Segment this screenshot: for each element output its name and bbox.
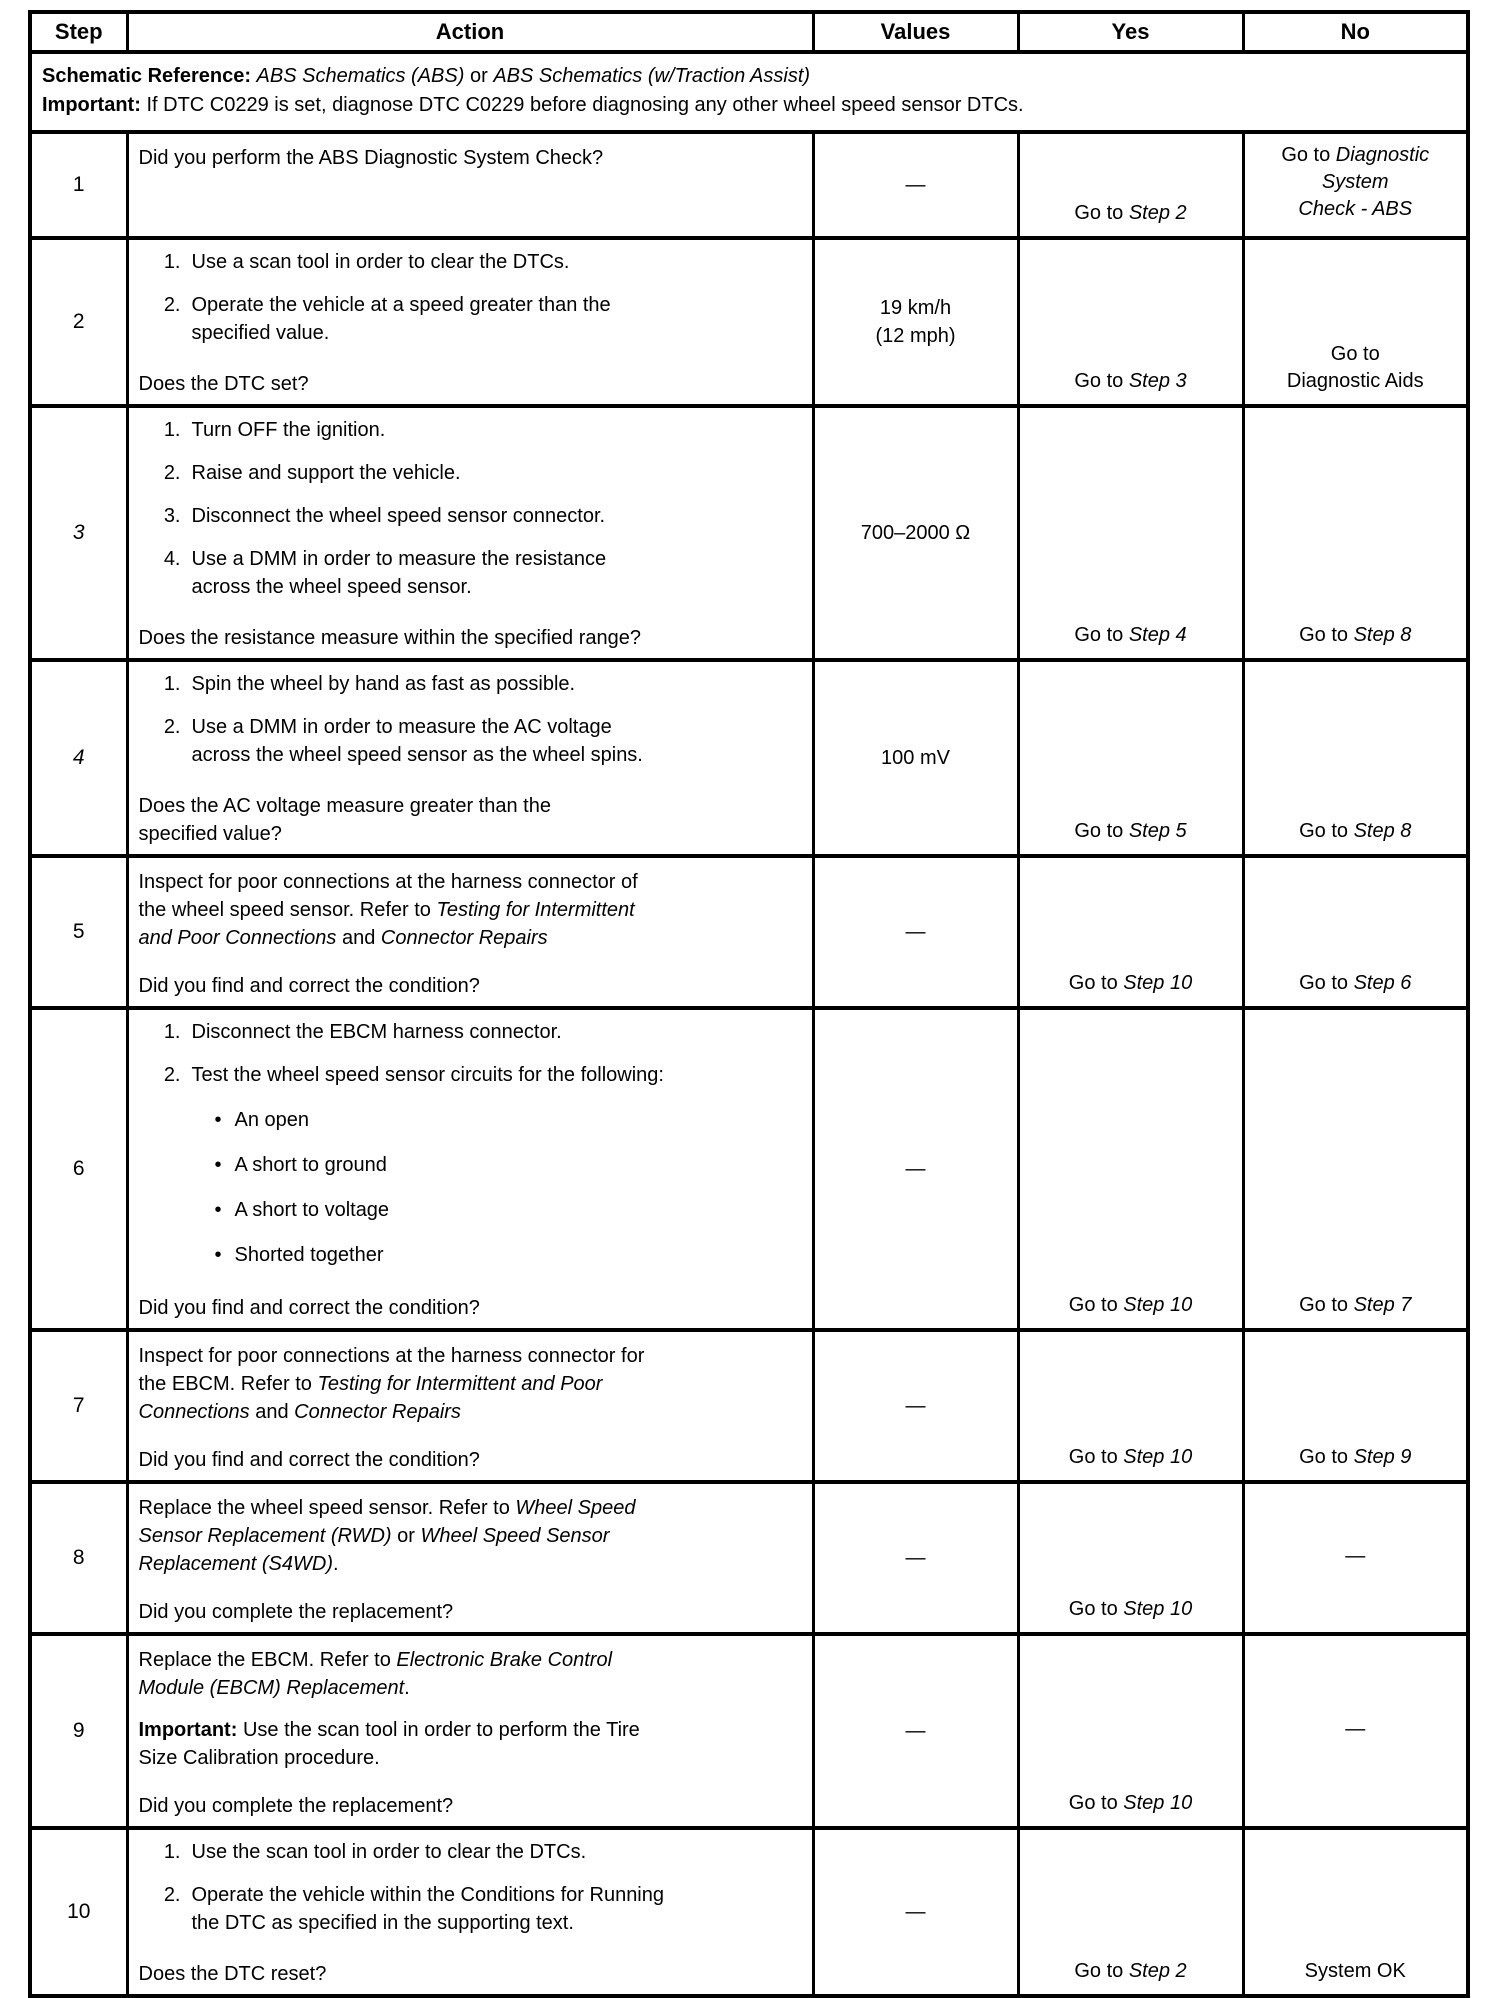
values-cell <box>813 238 1018 406</box>
yes-cell <box>1018 406 1243 660</box>
no-text: Go to Step 9 <box>1299 1446 1412 1468</box>
action-question: Does the DTC set? <box>138 373 309 395</box>
col-header-step: Step <box>30 12 127 52</box>
step-number-cell: 10 <box>30 1828 127 1996</box>
step-number-cell: 8 <box>30 1482 127 1634</box>
no-cell <box>1243 238 1468 406</box>
col-header-yes: Yes <box>1018 12 1243 52</box>
important-text: If DTC C0229 is set, diagnose DTC C0229 before diagnosing any other wheel speed sensor DTCs. <box>146 94 1024 116</box>
item-text: Disconnect the EBCM harness connector. <box>191 1021 562 1043</box>
values-cell <box>813 1008 1018 1330</box>
step-number-cell: 2 <box>30 238 127 406</box>
action-cell <box>127 1482 813 1634</box>
values-cell <box>813 856 1018 1008</box>
item-text: Test the wheel speed sensor circuits for the following: <box>191 1064 664 1086</box>
values-cell <box>813 1482 1018 1634</box>
item-number: 1. <box>163 673 181 695</box>
action-paragraph: Did you perform the ABS Diagnostic System Check? <box>138 147 604 169</box>
numbered-item <box>151 291 804 347</box>
numbered-item <box>151 545 804 601</box>
step-row-1 <box>30 132 1468 238</box>
item-text: Raise and support the vehicle. <box>191 462 461 484</box>
item-text: Use a scan tool in order to clear the DTCs. <box>191 251 570 273</box>
no-cell <box>1243 1330 1468 1482</box>
schematic-conjunction: or <box>469 65 488 87</box>
step-row-6 <box>30 1008 1468 1330</box>
yes-text: Go to Step 10 <box>1068 1294 1193 1316</box>
value-line: — <box>905 1547 926 1569</box>
item-text: Disconnect the wheel speed sensor connector. <box>191 505 606 527</box>
col-header-values: Values <box>813 12 1018 52</box>
numbered-item <box>151 670 804 698</box>
action-question: Does the resistance measure within the specified range? <box>138 627 641 649</box>
header-row <box>30 12 1468 52</box>
action-cell <box>127 1008 813 1330</box>
numbered-item <box>151 416 804 444</box>
numbered-item <box>151 1018 804 1046</box>
values-cell <box>813 132 1018 238</box>
item-text: Spin the wheel by hand as fast as possible. <box>191 673 576 695</box>
no-text: Go to Step 8 <box>1299 820 1412 842</box>
action-cell <box>127 856 813 1008</box>
value-line: — <box>905 1395 926 1417</box>
no-cell <box>1243 856 1468 1008</box>
numbered-item <box>151 248 804 276</box>
action-cell <box>127 132 813 238</box>
no-text: Go to Step 7 <box>1299 1294 1412 1316</box>
bullet-list <box>215 1106 804 1286</box>
schematic-note-cell <box>30 52 1468 132</box>
value-line: — <box>905 921 926 943</box>
step-row-10 <box>30 1828 1468 1996</box>
step-row-8 <box>30 1482 1468 1634</box>
value-line: (12 mph) <box>875 325 956 347</box>
numbered-list <box>151 248 804 362</box>
step-row-9 <box>30 1634 1468 1828</box>
action-content <box>137 1838 804 1988</box>
yes-text: Go to Step 2 <box>1074 202 1187 224</box>
step-number-cell: 9 <box>30 1634 127 1828</box>
yes-cell <box>1018 1828 1243 1996</box>
action-question: Did you complete the replacement? <box>138 1601 454 1623</box>
values-cell <box>813 406 1018 660</box>
no-cell <box>1243 1008 1468 1330</box>
bullet-text: A short to voltage <box>234 1199 390 1221</box>
item-text: Use a DMM in order to measure the AC voltage across the wheel speed sensor as the wheel spins. <box>191 716 643 766</box>
item-number: 2. <box>163 462 181 484</box>
step-row-4 <box>30 660 1468 856</box>
action-content <box>137 1340 804 1474</box>
action-content <box>137 1018 804 1322</box>
yes-cell <box>1018 132 1243 238</box>
yes-cell <box>1018 856 1243 1008</box>
step-row-3 <box>30 406 1468 660</box>
numbered-item <box>151 502 804 530</box>
action-paragraph: Replace the EBCM. Refer to Electronic Brake Control Module (EBCM) Replacement. <box>138 1649 613 1699</box>
action-content <box>137 416 804 652</box>
yes-cell <box>1018 238 1243 406</box>
col-header-no: No <box>1243 12 1468 52</box>
numbered-item <box>151 1881 804 1937</box>
item-number: 1. <box>163 1021 181 1043</box>
action-paragraph: Important: Use the scan tool in order to perform the Tire Size Calibration procedure. <box>138 1719 640 1769</box>
numbered-item <box>151 1838 804 1866</box>
schematic-reference-label: Schematic Reference: <box>42 65 251 87</box>
bullet-text: An open <box>234 1109 310 1131</box>
diagnostic-table <box>28 10 1470 1998</box>
action-paragraph: Inspect for poor connections at the harness connector of the wheel speed sensor. Refer to Testing for Intermittent and Poor Connections and Connector Repairs <box>138 871 638 949</box>
action-question: Did you complete the replacement? <box>138 1795 454 1817</box>
bullet-icon: • <box>214 1244 222 1266</box>
bullet-text: Shorted together <box>234 1244 384 1266</box>
numbered-item <box>151 1061 804 1089</box>
important-label: Important: <box>42 94 141 116</box>
values-cell <box>813 1330 1018 1482</box>
action-question: Does the DTC reset? <box>138 1963 327 1985</box>
yes-text: Go to Step 5 <box>1074 820 1187 842</box>
numbered-list <box>151 670 804 784</box>
schematic-note-row <box>30 52 1468 132</box>
values-cell <box>813 1828 1018 1996</box>
action-question: Did you find and correct the condition? <box>138 975 480 997</box>
action-cell <box>127 1330 813 1482</box>
item-text: Use a DMM in order to measure the resistance across the wheel speed sensor. <box>191 548 607 598</box>
schematic-ref-2: ABS Schematics (w/Traction Assist) <box>493 65 811 87</box>
no-cell <box>1243 1634 1468 1828</box>
step-number-cell: 6 <box>30 1008 127 1330</box>
value-line: — <box>905 1158 926 1180</box>
yes-cell <box>1018 1330 1243 1482</box>
item-text: Turn OFF the ignition. <box>191 419 386 441</box>
action-content <box>137 670 804 848</box>
col-header-action: Action <box>127 12 813 52</box>
yes-text: Go to Step 2 <box>1074 1960 1187 1982</box>
no-text: System OK <box>1304 1960 1406 1982</box>
numbered-item <box>151 713 804 769</box>
item-number: 2. <box>163 716 181 738</box>
item-number: 3. <box>163 505 181 527</box>
yes-cell <box>1018 1008 1243 1330</box>
action-paragraph: Inspect for poor connections at the harness connector for the EBCM. Refer to Testing for Intermittent and Poor Connections and Connector Repairs <box>138 1345 645 1423</box>
schematic-reference-line <box>42 62 1456 91</box>
manual-page <box>28 10 1466 1998</box>
action-question: Did you find and correct the condition? <box>138 1449 480 1471</box>
step-row-2 <box>30 238 1468 406</box>
item-text: Operate the vehicle within the Conditions for Running the DTC as specified in the supporting text. <box>191 1884 664 1934</box>
no-cell <box>1243 132 1468 238</box>
yes-text: Go to Step 10 <box>1068 1446 1193 1468</box>
bullet-item <box>215 1151 804 1179</box>
bullet-item <box>215 1241 804 1269</box>
value-line: 19 km/h <box>879 297 952 319</box>
no-cell <box>1243 660 1468 856</box>
step-row-5 <box>30 856 1468 1008</box>
item-number: 1. <box>163 251 181 273</box>
value-line: 700–2000 Ω <box>860 522 971 544</box>
value-line: — <box>905 174 926 196</box>
no-text: Go to Diagnostic System Check - ABS <box>1281 144 1430 220</box>
no-text: Go to Diagnostic Aids <box>1286 343 1424 392</box>
no-text: Go to Step 8 <box>1299 624 1412 646</box>
action-paragraph: Replace the wheel speed sensor. Refer to Wheel Speed Sensor Replacement (RWD) or Wheel Speed Sensor Replacement (S4WD). <box>138 1497 636 1575</box>
item-number: 1. <box>163 1841 181 1863</box>
yes-text: Go to Step 10 <box>1068 1598 1193 1620</box>
numbered-list <box>151 1838 804 1952</box>
action-cell <box>127 238 813 406</box>
no-text: — <box>1345 1718 1366 1740</box>
value-line: 100 mV <box>881 747 950 769</box>
schematic-ref-1: ABS Schematics (ABS) <box>256 65 465 87</box>
yes-cell <box>1018 1634 1243 1828</box>
action-cell <box>127 406 813 660</box>
item-text: Use the scan tool in order to clear the DTCs. <box>191 1841 587 1863</box>
action-content <box>137 1644 804 1820</box>
step-number-cell: 1 <box>30 132 127 238</box>
yes-text: Go to Step 4 <box>1074 624 1187 646</box>
action-content <box>137 866 804 1000</box>
yes-text: Go to Step 10 <box>1068 1792 1193 1814</box>
step-number-cell: 4 <box>30 660 127 856</box>
item-number: 2. <box>163 294 181 316</box>
numbered-list <box>151 1018 804 1104</box>
step-number-cell: 7 <box>30 1330 127 1482</box>
action-content <box>137 142 804 230</box>
value-line: — <box>905 1901 926 1923</box>
bullet-item <box>215 1196 804 1224</box>
step-number-cell: 5 <box>30 856 127 1008</box>
item-number: 2. <box>163 1064 181 1086</box>
no-cell <box>1243 406 1468 660</box>
no-cell <box>1243 1482 1468 1634</box>
numbered-list <box>151 416 804 616</box>
item-number: 2. <box>163 1884 181 1906</box>
important-note-line <box>42 91 1456 120</box>
action-question: Does the AC voltage measure greater than the specified value? <box>138 795 551 845</box>
item-number: 4. <box>163 548 181 570</box>
bullet-icon: • <box>214 1109 222 1131</box>
no-cell <box>1243 1828 1468 1996</box>
bullet-item <box>215 1106 804 1134</box>
yes-cell <box>1018 660 1243 856</box>
bullet-icon: • <box>214 1199 222 1221</box>
values-cell <box>813 1634 1018 1828</box>
values-cell <box>813 660 1018 856</box>
action-content <box>137 248 804 398</box>
yes-cell <box>1018 1482 1243 1634</box>
numbered-item <box>151 459 804 487</box>
step-number-cell: 3 <box>30 406 127 660</box>
no-text: — <box>1345 1545 1366 1567</box>
value-line: — <box>905 1720 926 1742</box>
yes-text: Go to Step 10 <box>1068 972 1193 994</box>
action-cell <box>127 1828 813 1996</box>
action-question: Did you find and correct the condition? <box>138 1297 480 1319</box>
item-number: 1. <box>163 419 181 441</box>
action-cell <box>127 1634 813 1828</box>
item-text: Operate the vehicle at a speed greater than the specified value. <box>191 294 611 344</box>
bullet-icon: • <box>214 1154 222 1176</box>
yes-text: Go to Step 3 <box>1074 370 1187 392</box>
no-text: Go to Step 6 <box>1299 972 1412 994</box>
action-content <box>137 1492 804 1626</box>
bullet-text: A short to ground <box>234 1154 387 1176</box>
action-cell <box>127 660 813 856</box>
step-row-7 <box>30 1330 1468 1482</box>
